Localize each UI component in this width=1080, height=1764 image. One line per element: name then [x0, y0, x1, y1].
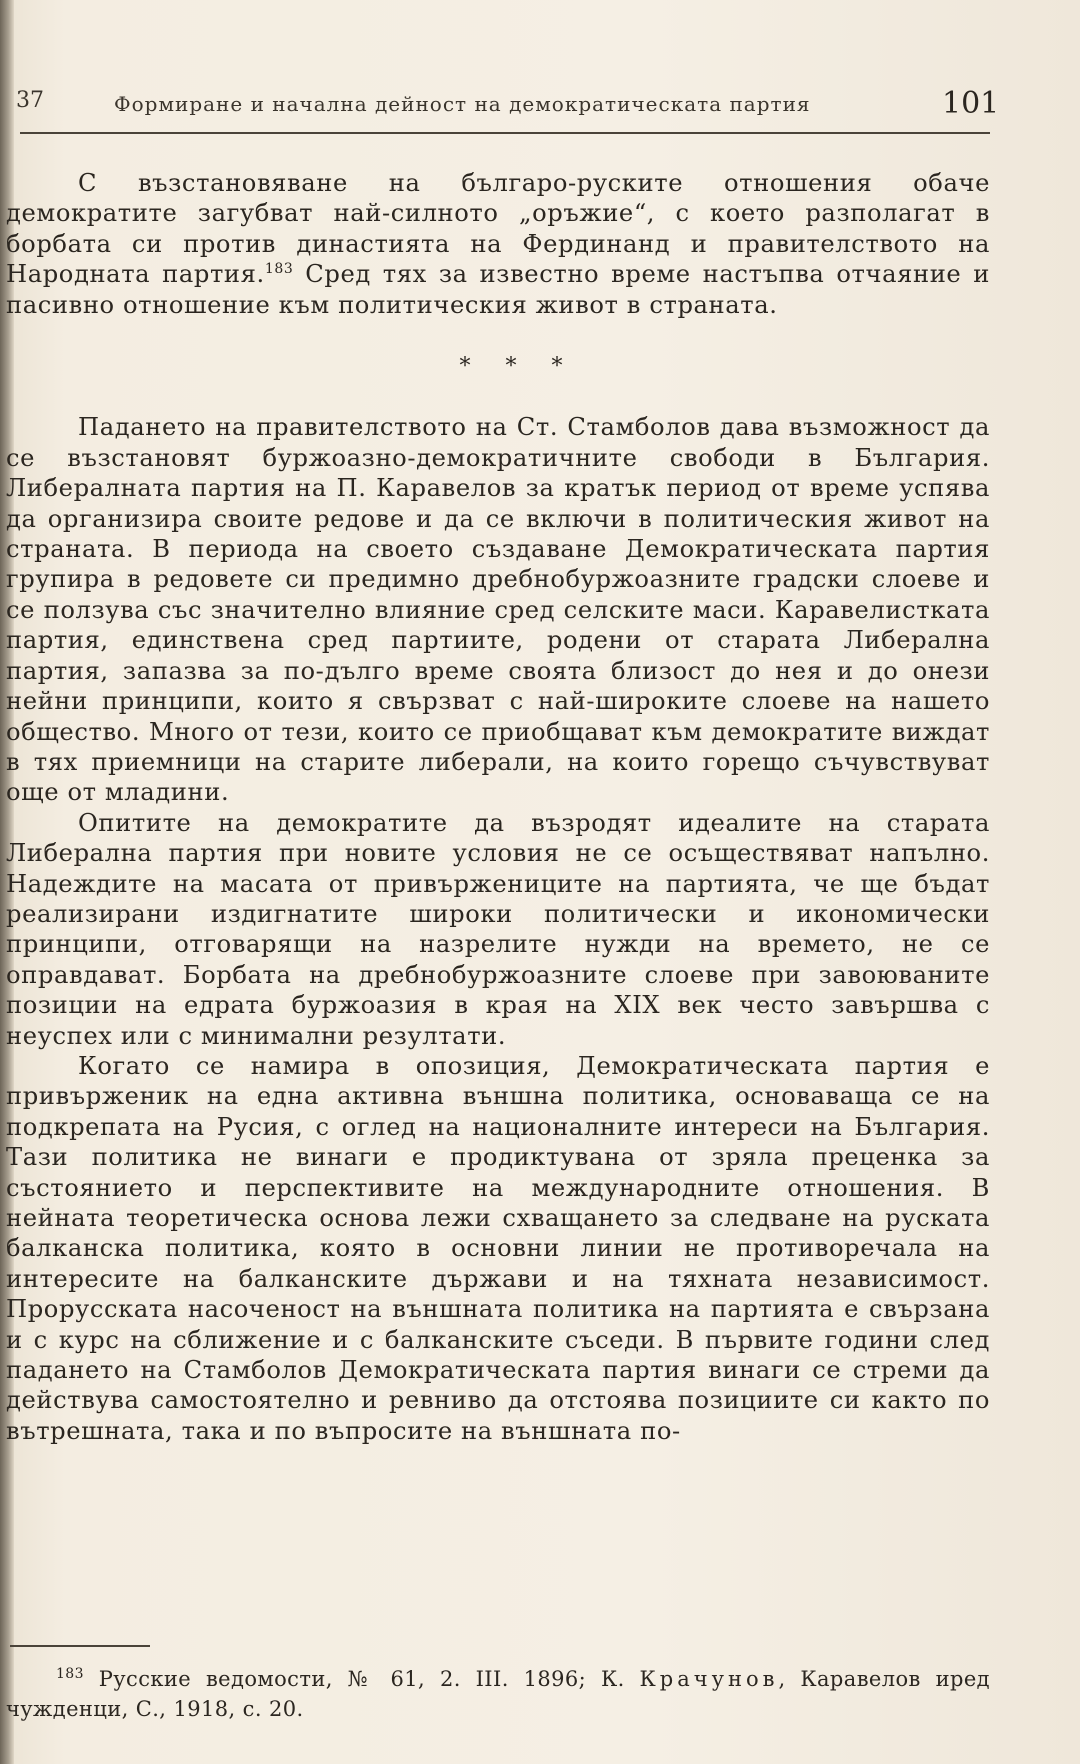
section-separator: * * * [459, 354, 577, 380]
header-divider [20, 132, 990, 134]
page-number: 101 [942, 86, 1000, 121]
main-text [6, 168, 990, 1446]
paragraph-1-text-a: С възстановяване на българо-руските отношения обаче демократите загубват най-силното „оръжие“, с което разполагат в борбата си против династията на Фердинанд и правителството на Народната партия. [6, 169, 990, 289]
footnote-number: 183 [56, 1666, 84, 1682]
paragraph-2: Падането на правителството на Ст. Стамболов дава възможност да се възстановят буржоазно-демократичните свободи в България. Либералната партия на П. Каравелов за кратък период от време успява да организира своите редове и да се включи в политическия живот на страната. В периода на своето създаване Демократическата партия групира в редовете си предимно дребнобуржоазните градски слоеве и се ползува със значително влияние сред селските маси. Каравелистката партия, единствена сред партиите, родени от старата Либерална партия, запазва за по-дълго време своята близост до нея и до онези нейни принципи, които я свързват с най-широките слоеве на нашето общество. Много от тези, които се приобщават към демократите виждат в тях приемници на старите либерали, на които горещо съчувствуват още от младини. [6, 413, 990, 807]
paragraph-3: Опитите на демократите да възродят идеалите на старата Либерална партия при новите условия не се осъществяват напълно. Надеждите на масата от привържениците на партията, че ще бъдат реализирани издигнатите широки политически и икономически принципи, отговарящи на назрелите нужди на времето, не се оправдават. Борбата на дребнобуржоазните слоеве при завоюваните позиции на едрата буржоазия в края на XIX век често завършва с неуспех или с минимални резултати. [6, 808, 990, 1050]
header-left-number: 37 [16, 88, 44, 113]
footnote [6, 1664, 990, 1724]
paragraph-4: Когато се намира в опозиция, Демократическата партия е привърженик на една активна външна политика, основаваща се на подкрепата на Русия, с оглед на националните интереси на България. Тази политика не винаги е продиктувана от зряла преценка за състоянието и перспективите на международните отношения. В нейната теоретическа основа лежи схващането за следване на руската балканска политика, която в основни линии не противоречала на интересите на балканските държави и на тяхната независимост. Прорусската насоченост на външната политика на партията е свързана и с курс на сближение и с балканските съседи. В първите години след падането на Стамболов Демократическата партия винаги се стреми да действува самостоятелно и ревниво да отстоява позициите си както по вътрешната, така и по въпросите на външната по- [6, 1051, 990, 1445]
footnote-author: Крачунов [639, 1667, 779, 1691]
footnote-text-b: , Каравелов иред чужденци, С., 1918, с. 20. [6, 1667, 990, 1721]
paragraph-1 [6, 168, 990, 320]
footnote-text-a: Русские ведомости, № 61, 2. III. 1896; К. [83, 1667, 640, 1691]
footnote-reference: 183 [264, 261, 294, 278]
footnote-divider [10, 1645, 150, 1647]
paragraph-1-text-b: Сред тях за известно време настъпва отчаяние и пасивно отношение към политическия живот в страната. [6, 260, 990, 319]
running-header [14, 80, 1000, 130]
header-title: Формиране и начална дейност на демократическата партия [114, 92, 811, 116]
